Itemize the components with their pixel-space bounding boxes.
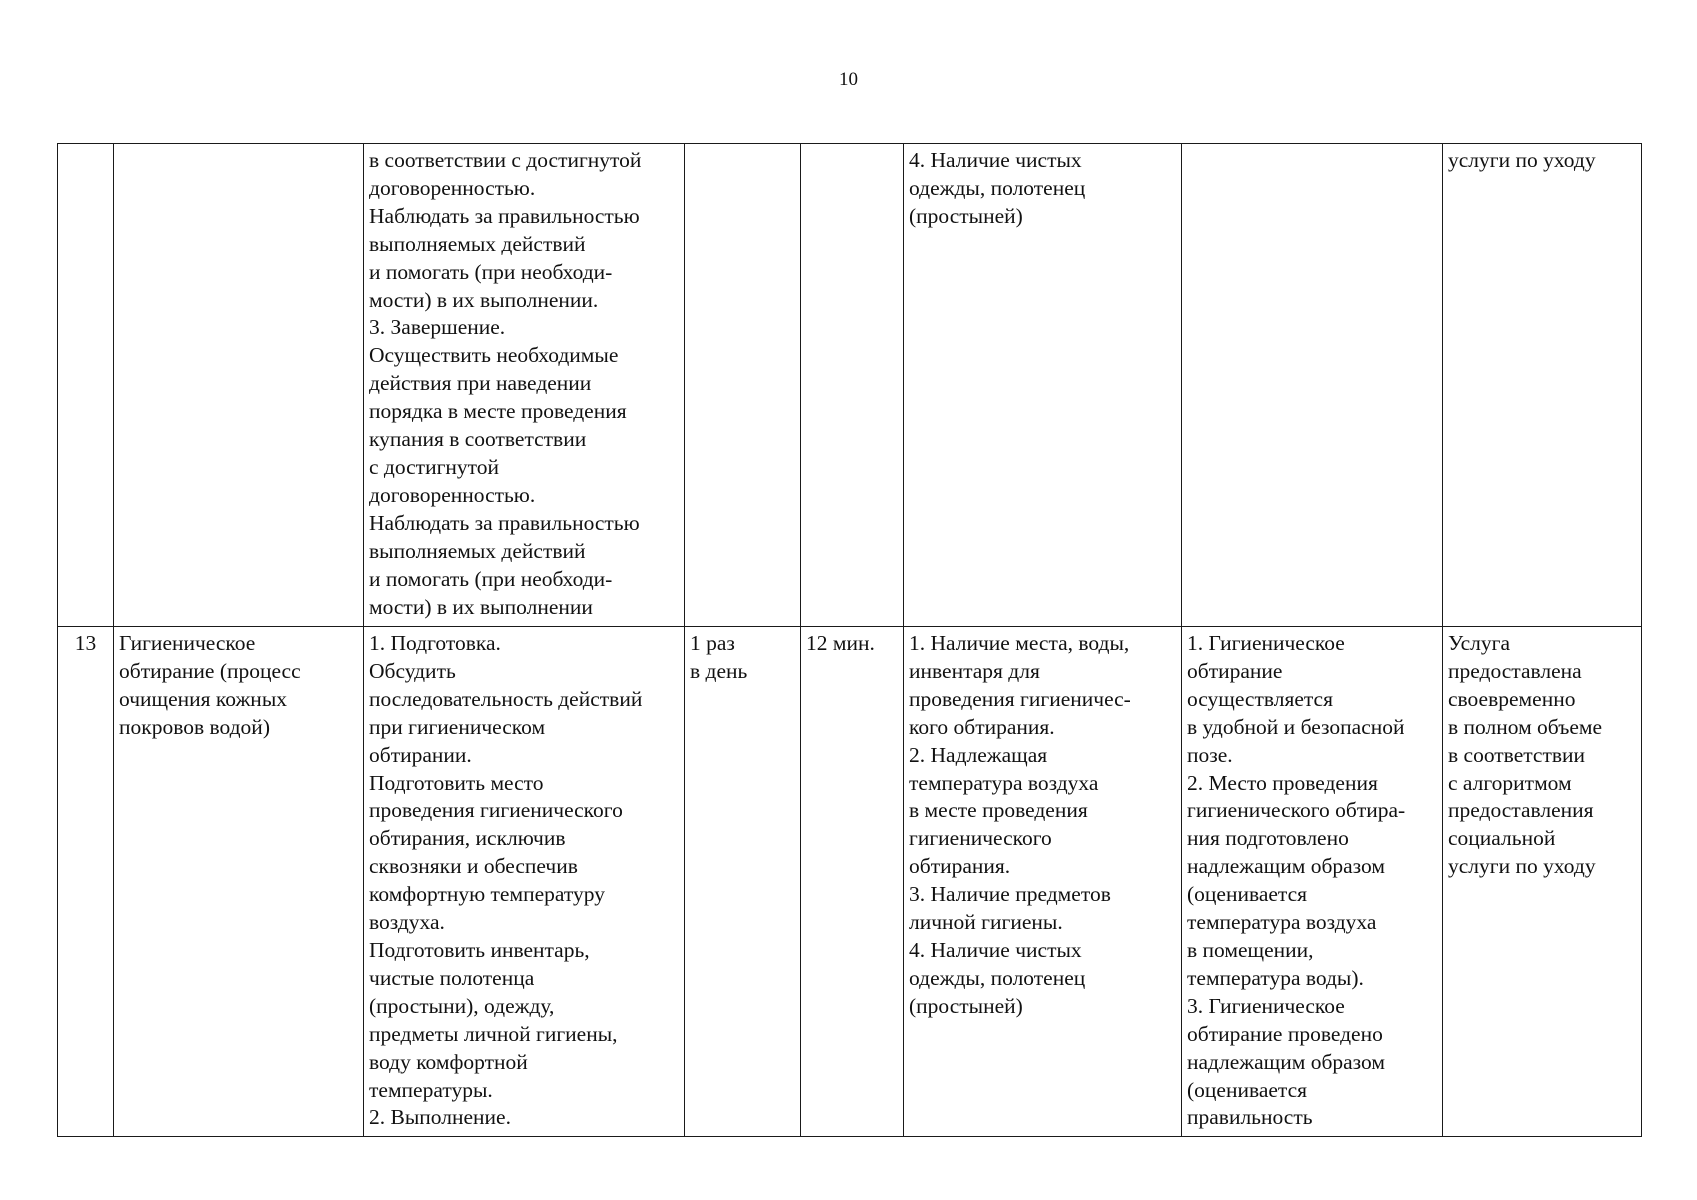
cell-service-name	[114, 627, 364, 1137]
cell-text-line: температура воздуха	[1187, 910, 1377, 935]
cell-text-line: предметы личной гигиены,	[369, 1021, 618, 1046]
cell-text-line: (простыней)	[909, 203, 1023, 228]
cell-text-line: в месте проведения	[909, 798, 1088, 823]
cell-text-line: обтирания.	[909, 854, 1011, 879]
cell-text-line: гигиенического	[909, 826, 1052, 851]
cell-text-line: порядка в месте проведения	[369, 399, 627, 424]
cell-conditions	[904, 627, 1182, 1137]
cell-text-line: чистые полотенца	[369, 965, 535, 990]
cell-text-line: 3. Завершение.	[369, 315, 506, 340]
cell-text-line: комфортную температуру	[369, 882, 605, 907]
cell-result	[1443, 144, 1642, 627]
cell-text-line: Подготовить инвентарь,	[369, 937, 590, 962]
cell-procedure	[364, 627, 685, 1137]
cell-duration	[801, 144, 904, 627]
cell-procedure	[364, 144, 685, 627]
cell-text-line: проведения гигиенического	[369, 798, 623, 823]
cell-text-line: 2. Надлежащая	[909, 742, 1048, 767]
cell-text-line: Обсудить	[369, 658, 456, 683]
cell-text-line: (оценивается	[1187, 1077, 1308, 1102]
cell-conditions	[904, 144, 1182, 627]
cell-quality-indicators	[1182, 144, 1443, 627]
cell-text-line: надлежащим образом	[1187, 854, 1385, 879]
cell-text-line: 3. Гигиеническое	[1187, 993, 1345, 1018]
cell-text-line: осуществляется	[1187, 686, 1333, 711]
cell-text-line: личной гигиены.	[909, 910, 1063, 935]
cell-text-line: Услуга	[1448, 631, 1511, 655]
cell-text-line: обтирание (процесс	[119, 658, 301, 683]
cell-text-line: обтирание проведено	[1187, 1021, 1383, 1046]
cell-text-line: 1. Наличие места, воды,	[909, 631, 1130, 655]
cell-text-line: обтирания, исключив	[369, 826, 566, 851]
cell-text-line: температура воздуха	[909, 770, 1099, 795]
cell-text-line: воду комфортной	[369, 1049, 528, 1074]
cell-text-line: Осуществить необходимые	[369, 343, 619, 368]
cell-text-line: и помогать (при необходи-	[369, 566, 613, 591]
cell-text-line: 4. Наличие чистых	[909, 148, 1082, 172]
cell-text-line: правильность	[1187, 1105, 1313, 1130]
cell-text-line: обтирании.	[369, 742, 472, 767]
cell-text-line: 2. Выполнение.	[369, 1105, 511, 1130]
table-row	[58, 627, 1642, 1137]
cell-text-line: надлежащим образом	[1187, 1049, 1385, 1074]
cell-number	[58, 144, 114, 627]
page-number: 10	[839, 69, 858, 90]
cell-text-line: мости) в их выполнении.	[369, 287, 599, 312]
cell-text-line: 4. Наличие чистых	[909, 937, 1082, 962]
cell-text-line: купания в соответствии	[369, 427, 587, 452]
cell-text-line: Подготовить место	[369, 770, 544, 795]
cell-service-name	[114, 144, 364, 627]
cell-text-line: последовательность действий	[369, 686, 643, 711]
cell-text-line: в соответствии с достигнутой	[369, 148, 642, 172]
cell-text-line: при гигиеническом	[369, 714, 546, 739]
cell-text-line: 12 мин.	[806, 631, 875, 655]
cell-frequency	[685, 627, 801, 1137]
cell-text-line: договоренностью.	[369, 175, 536, 200]
cell-text-line: действия при наведении	[369, 371, 592, 396]
cell-text-line: 1 раз	[690, 631, 735, 655]
cell-text-line: (простыней)	[909, 993, 1023, 1018]
cell-number: 13	[58, 627, 114, 1137]
cell-text-line: температура воды).	[1187, 965, 1364, 990]
cell-text-line: с алгоритмом	[1448, 770, 1572, 795]
cell-text-line: (простыни), одежду,	[369, 993, 555, 1018]
cell-text-line: воздуха.	[369, 910, 445, 935]
cell-text-line: мости) в их выполнении	[369, 594, 593, 619]
services-table	[57, 143, 1642, 1137]
cell-text-line: инвентаря для	[909, 658, 1040, 683]
cell-text-line: температуры.	[369, 1077, 493, 1102]
cell-text-line: выполняемых действий	[369, 538, 586, 563]
cell-text-line: сквозняки и обеспечив	[369, 854, 578, 879]
cell-text-line: предоставления	[1448, 798, 1594, 823]
cell-text-line: в полном объеме	[1448, 714, 1603, 739]
cell-text-line: 1. Подготовка.	[369, 631, 501, 655]
cell-quality-indicators	[1182, 627, 1443, 1137]
cell-text-line: социальной	[1448, 826, 1556, 851]
table-body	[58, 144, 1642, 1137]
cell-text-line: одежды, полотенец	[909, 175, 1086, 200]
cell-text-line: договоренностью.	[369, 482, 536, 507]
cell-text-line: очищения кожных	[119, 686, 288, 711]
cell-text-line: 1. Гигиеническое	[1187, 631, 1345, 655]
cell-text-line: услуги по уходу	[1448, 148, 1596, 172]
cell-text-line: Наблюдать за правильностью	[369, 510, 640, 535]
cell-text-line: с достигнутой	[369, 454, 500, 479]
cell-text-line: выполняемых действий	[369, 231, 586, 256]
cell-text-line: покровов водой)	[119, 714, 270, 739]
cell-text-line: в соответствии	[1448, 742, 1586, 767]
table-row	[58, 144, 1642, 627]
cell-text-line: проведения гигиеничес-	[909, 686, 1131, 711]
cell-result	[1443, 627, 1642, 1137]
cell-duration	[801, 627, 904, 1137]
cell-text-line: в день	[690, 658, 748, 683]
cell-text-line: обтирание	[1187, 658, 1283, 683]
cell-text-line: в помещении,	[1187, 937, 1314, 962]
cell-text-line: 2. Место проведения	[1187, 770, 1378, 795]
cell-text-line: позе.	[1187, 742, 1233, 767]
cell-text-line: услуги по уходу	[1448, 854, 1596, 879]
cell-text-line: Наблюдать за правильностью	[369, 203, 640, 228]
cell-text-line: кого обтирания.	[909, 714, 1055, 739]
cell-text-line: 3. Наличие предметов	[909, 882, 1111, 907]
cell-text-line: (оценивается	[1187, 882, 1308, 907]
cell-text-line: в удобной и безопасной	[1187, 714, 1405, 739]
cell-text-line: Гигиеническое	[119, 631, 256, 655]
cell-text-line: и помогать (при необходи-	[369, 259, 613, 284]
cell-text-line: одежды, полотенец	[909, 965, 1086, 990]
cell-frequency	[685, 144, 801, 627]
cell-text-line: ния подготовлено	[1187, 826, 1349, 851]
cell-text-line: предоставлена	[1448, 658, 1582, 683]
cell-text-line: гигиенического обтира-	[1187, 798, 1406, 823]
cell-text-line: своевременно	[1448, 686, 1576, 711]
